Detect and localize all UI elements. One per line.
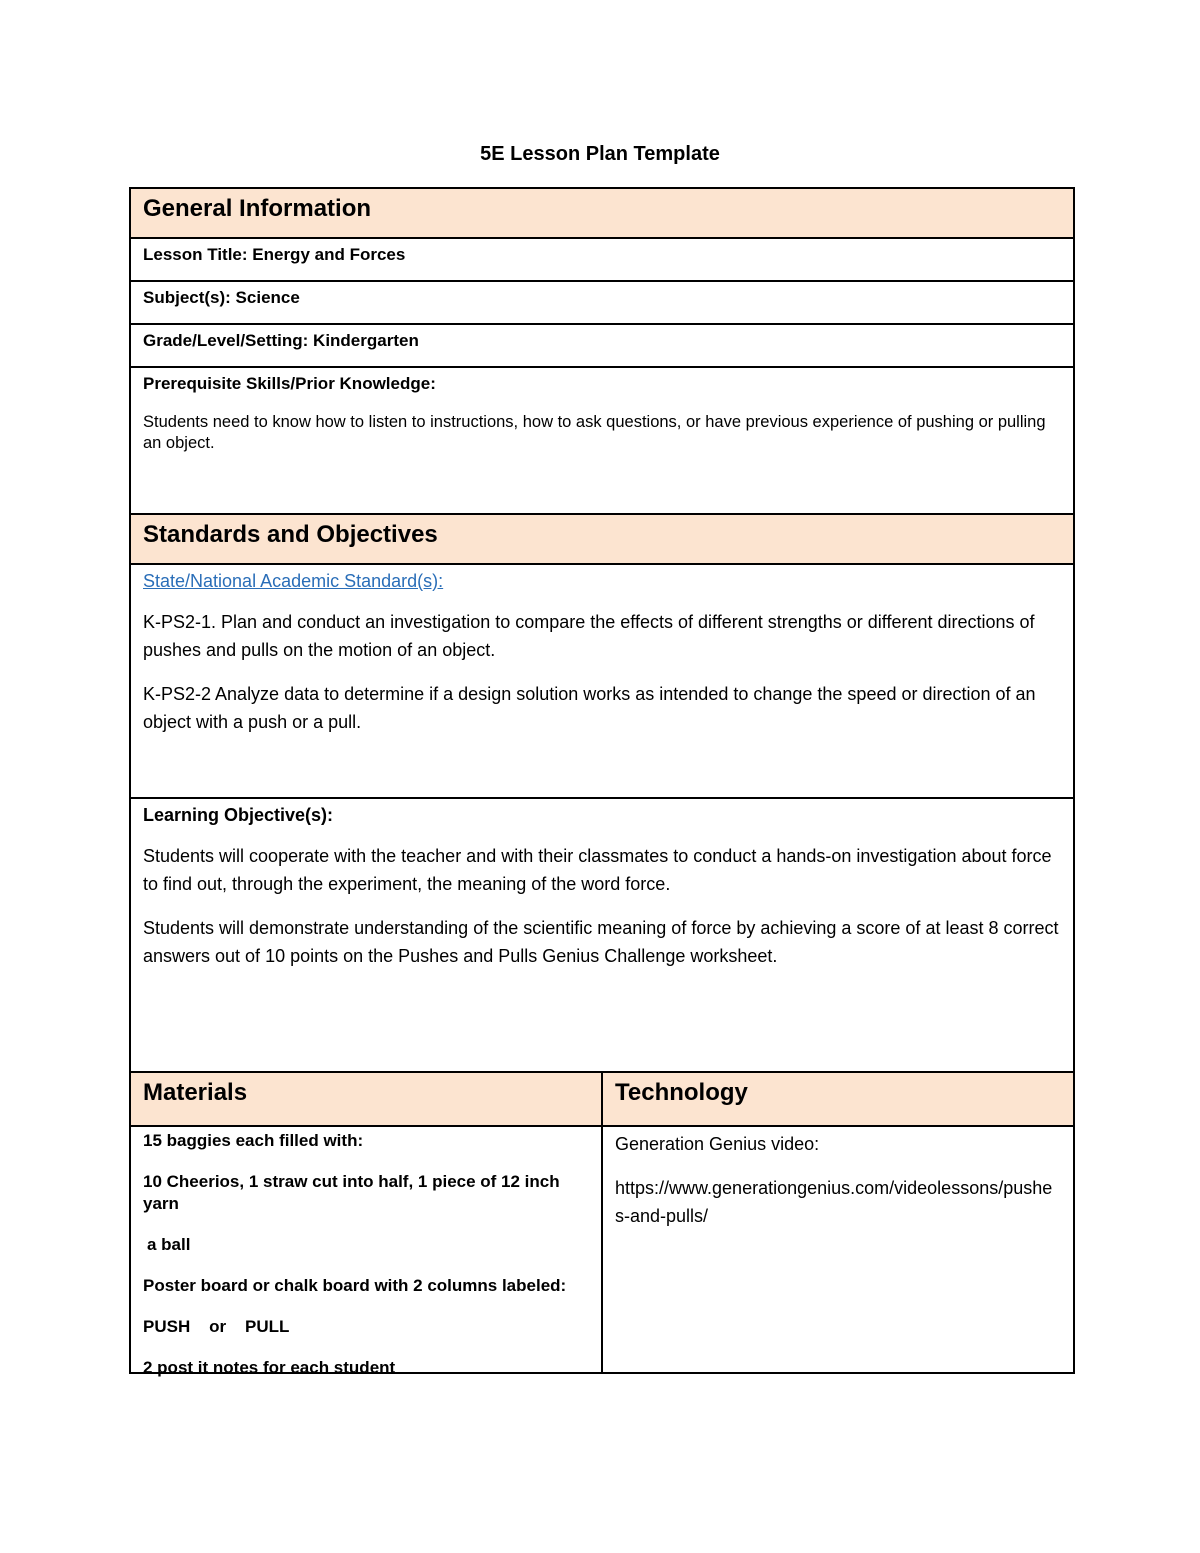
objectives-label: Learning Objective(s):	[143, 805, 334, 825]
subjects-row: Subject(s): Science	[131, 282, 1073, 325]
technology-details	[603, 1127, 1073, 1372]
material-item: a ball	[147, 1235, 191, 1254]
lesson-title-row: Lesson Title: Energy and Forces	[131, 239, 1073, 282]
material-item: 2 post it notes for each student	[143, 1358, 396, 1377]
technology-url[interactable]: https://www.generationgenius.com/videolessons/pushes-and-pulls/	[615, 1178, 1053, 1226]
prerequisite-label: Prerequisite Skills/Prior Knowledge:	[143, 374, 436, 393]
materials-list	[131, 1127, 603, 1377]
material-item: 15 baggies each filled with:	[143, 1131, 364, 1150]
prerequisite-row	[131, 368, 1073, 516]
technology-label: Generation Genius video:	[615, 1134, 820, 1154]
grade-row: Grade/Level/Setting: Kindergarten	[131, 325, 1073, 368]
material-item: 10 Cheerios, 1 straw cut into half, 1 piece of 12 inch yarn	[143, 1172, 560, 1213]
standards-objectives-table	[129, 513, 1075, 1074]
general-information-table	[129, 187, 1075, 518]
technology-heading: Technology	[615, 1079, 748, 1106]
prerequisite-text: Students need to know how to listen to instructions, how to ask questions, or have previous experience of pushing or pulling an object.	[143, 413, 1046, 452]
material-item: Poster board or chalk board with 2 columns labeled:	[143, 1276, 567, 1295]
material-item: PUSH or PULL	[143, 1317, 290, 1336]
standards-row	[131, 565, 1073, 799]
objectives-row	[131, 799, 1073, 1072]
materials-technology-body	[131, 1127, 1073, 1377]
materials-heading: Materials	[131, 1073, 603, 1125]
standard-k-ps2-2: K-PS2-2 Analyze data to determine if a design solution works as intended to change the speed or direction of an object with a push or a pull.	[143, 684, 1036, 732]
objective-2: Students will demonstrate understanding of the scientific meaning of force by achieving a score of at least 8 correct answers out of 10 points on the Pushes and Pulls Genius Challenge worksheet.	[143, 918, 1059, 966]
objective-1: Students will cooperate with the teacher and with their classmates to conduct a hands-on investigation about force to find out, through the experiment, the meaning of the word force.	[143, 846, 1052, 894]
document-title: 5E Lesson Plan Template	[480, 143, 720, 165]
materials-technology-header	[131, 1073, 1073, 1127]
standard-k-ps2-1: K-PS2-1. Plan and conduct an investigation to compare the effects of different strengths or different directions of pushes and pulls on the motion of an object.	[143, 612, 1035, 660]
materials-technology-table	[129, 1071, 1075, 1377]
standard-label-link[interactable]: State/National Academic Standard(s):	[143, 571, 444, 591]
general-information-heading: General Information	[131, 189, 1073, 239]
standards-objectives-heading: Standards and Objectives	[131, 515, 1073, 565]
